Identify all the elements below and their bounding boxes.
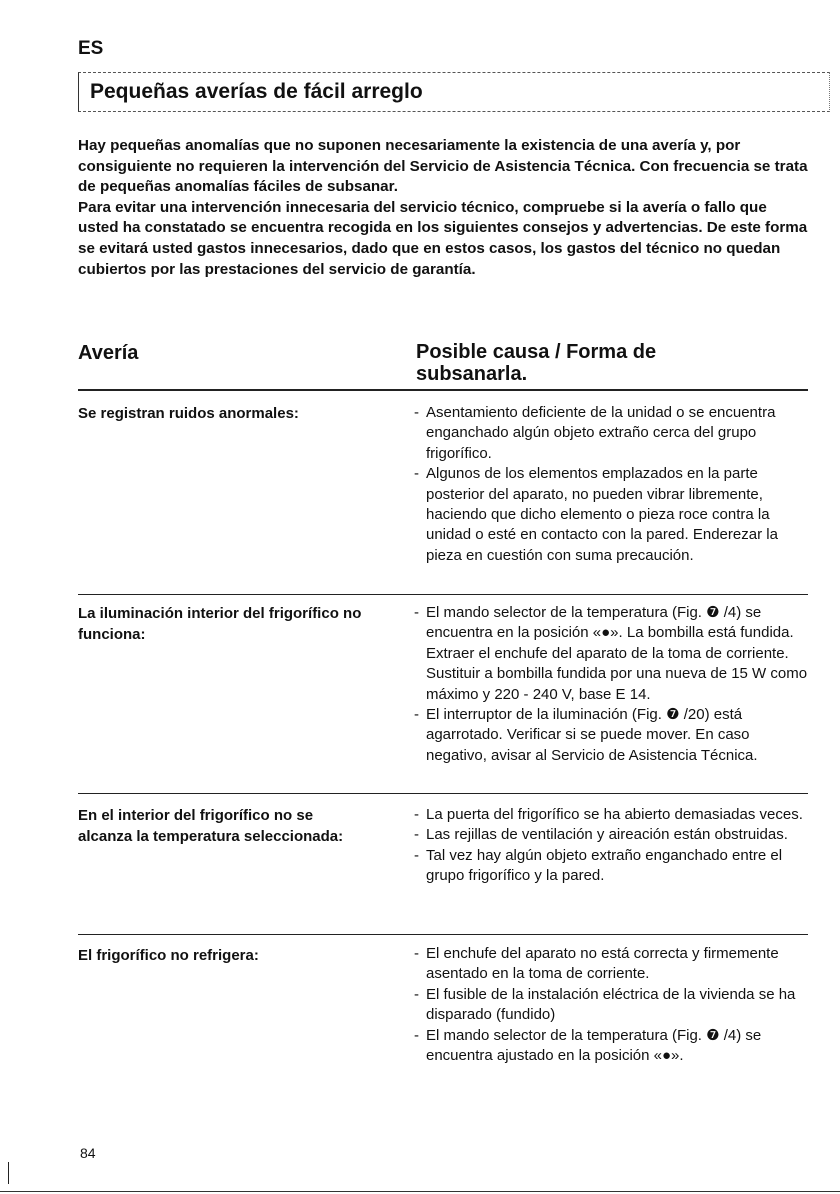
- remedy-list: [414, 403, 810, 566]
- remedy-item: - Tal vez hay algún objeto extraño enganchado entre el grupo frigorífico y la pared.: [414, 846, 810, 887]
- intro-paragraph: Hay pequeñas anomalías que no suponen necesariamente la existencia de una avería y, por consiguiente no requieren la intervención del Servicio de Asistencia Técnica. Con frecuencia se trata de pequeñas anomalías fáciles de subsanar.: [78, 137, 808, 196]
- header-rule: [78, 389, 808, 391]
- remedy-item: - Algunos de los elementos emplazados en la parte posterior del aparato, no pueden vibrar libremente, haciendo que dicho elemento o pieza roce contra la unidad o esté en contacto con la pared. Enderezar la pieza en cuestión con suma precaución.: [414, 464, 810, 566]
- remedy-item: - El mando selector de la temperatura (Fig. ❼ /4) se encuentra en la posición «●». La bombilla está fundida. Extraer el enchufe del aparato de la toma de corriente. Sustituir a bombilla fundida por una nueva de 15 W como máximo y 220 - 240 V, base E 14.: [414, 603, 810, 705]
- page-number: 84: [80, 1145, 96, 1161]
- remedy-list: [414, 805, 810, 887]
- scan-edge-mark: [8, 1162, 9, 1184]
- intro-text: [78, 136, 808, 280]
- remedy-list: [414, 603, 810, 766]
- remedy-item: - El interruptor de la iluminación (Fig. ❼ /20) está agarrotado. Verificar si se puede mover. En caso negativo, avisar al Servicio de Asistencia Técnica.: [414, 705, 810, 766]
- fault-label: La iluminación interior del frigorífico no funciona:: [78, 605, 362, 643]
- intro-paragraph: Para evitar una intervención innecesaria del servicio técnico, compruebe si la avería o fallo que usted ha constatado se encuentra recogida en los siguientes consejos y advertencias. De este forma se evitará usted gastos innecesarios, dado que en estos casos, los gastos del técnico no quedan cubiertos por las prestaciones del servicio de garantía.: [78, 198, 808, 278]
- remedy-list: [414, 944, 810, 1066]
- fault-label: Se registran ruidos anormales:: [78, 405, 299, 422]
- remedy-item: - Las rejillas de ventilación y aireación están obstruidas.: [414, 825, 810, 845]
- remedy-item: - El fusible de la instalación eléctrica de la vivienda se ha disparado (fundido): [414, 985, 810, 1026]
- row-divider: [78, 934, 808, 935]
- page-title: Pequeñas averías de fácil arreglo: [90, 80, 423, 103]
- row-divider: [78, 594, 808, 595]
- fault-label: El frigorífico no refrigera:: [78, 947, 259, 964]
- language-code: ES: [78, 38, 104, 59]
- bottom-border: [0, 1191, 840, 1192]
- remedy-item: - El enchufe del aparato no está correcta y firmemente asentado en la toma de corriente.: [414, 944, 810, 985]
- fault-label: En el interior del frigorífico no se alcanza la temperatura seleccionada:: [78, 807, 344, 845]
- remedy-item: - La puerta del frigorífico se ha abierto demasiadas veces.: [414, 805, 810, 825]
- remedy-item: - Asentamiento deficiente de la unidad o se encuentra enganchado algún objeto extraño cerca del grupo frigorífico.: [414, 403, 810, 464]
- column-header-fault: Avería: [78, 342, 139, 364]
- row-divider: [78, 793, 808, 794]
- remedy-item: - El mando selector de la temperatura (Fig. ❼ /4) se encuentra ajustado en la posición «●».: [414, 1026, 810, 1067]
- column-header-remedy: Posible causa / Forma de subsanarla.: [416, 341, 657, 385]
